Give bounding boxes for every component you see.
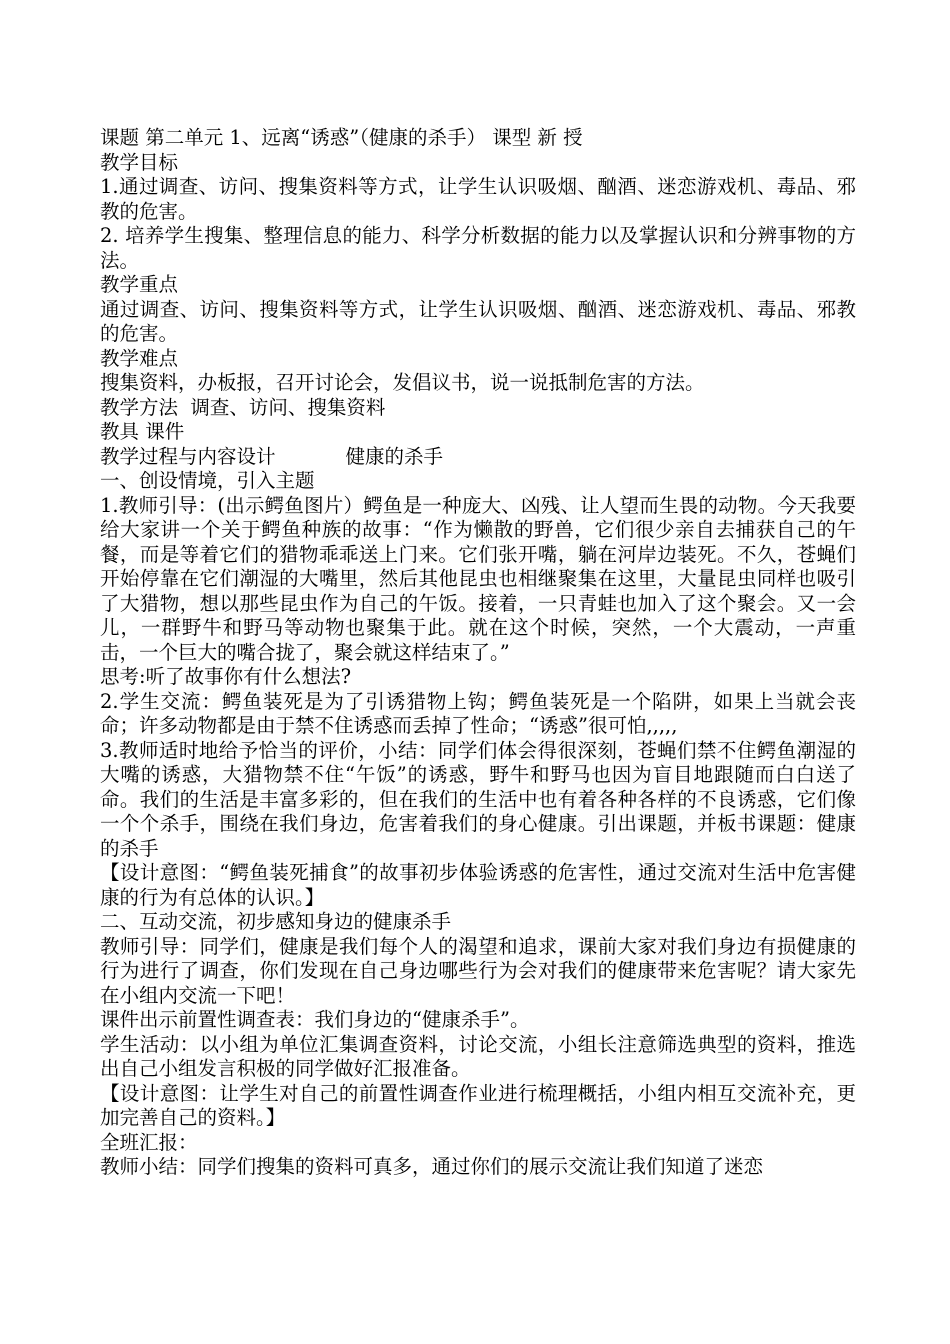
document-page — [100, 126, 856, 1180]
section-2-report: 全班汇报： — [100, 1130, 198, 1154]
method-line: 教学方法 调查、访问、搜集资料 — [100, 395, 386, 419]
process-label: 教学过程与内容设计 — [100, 444, 276, 468]
section-2-design-intent: 【设计意图：让学生对自己的前置性调查作业进行梳理概括，小组内相互交流补充，更加完善自己的资料。】 — [100, 1081, 856, 1129]
section-1-paragraph-1: 1.教师引导：(出示鳄鱼图片）鳄鱼是一种庞大、凶残、让人望而生畏的动物。今天我要给大家讲一个关于鳄鱼种族的故事：“作为懒散的野兽，它们很少亲自去捕获自己的午餐，而是等着它们的猎物乖乖送上门来。它们张开嘴，躺在河岸边装死。不久，苍蝇们开始停靠在它们潮湿的大嘴里，然后其他昆虫也相继聚集在这里，大量昆虫同样也吸引了大猎物，想以那些昆虫作为自己的午饭。接着，一只青蛙也加入了这个聚会。又一会儿，一群野牛和野马等动物也聚集于此。就在这个时候，突然，一个大震动，一声重击，一个巨大的嘴合拢了，聚会就这样结束了。” — [100, 493, 856, 664]
section-2-paragraph-3: 学生活动：以小组为单位汇集调查资料，讨论交流，小组长注意筛选典型的资料，推选出自己小组发言积极的同学做好汇报准备。 — [100, 1032, 856, 1080]
section-1-design-intent: 【设计意图：“鳄鱼装死捕食”的故事初步体验诱惑的危害性，通过交流对生活中危害健康的行为有总体的认识。】 — [100, 861, 856, 909]
section-2-paragraph-2: 课件出示前置性调查表：我们身边的“健康杀手”。 — [100, 1008, 530, 1031]
section-2-title: 二、互动交流，初步感知身边的健康杀手 — [100, 910, 452, 933]
section-1-title: 一、创设情境，引入主题 — [100, 469, 315, 492]
section-2-paragraph-1: 教师引导：同学们，健康是我们每个人的渴望和追求，课前大家对我们身边有损健康的行为进行了调查，你们发现在自己身边哪些行为会对我们的健康带来危害呢？请大家先在小组内交流一下吧！ — [100, 934, 856, 1007]
section-1-paragraph-3: 3.教师适时地给予恰当的评价，小结：同学们体会得很深刻，苍蝇们禁不住鳄鱼潮湿的大嘴的诱惑，大猎物禁不住“午饭”的诱惑，野牛和野马也因为盲目地跟随而白白送了命。我们的生活是丰富多彩的，但在我们的生活中也有着各种各样的不良诱惑，它们像一个个杀手，围绕在我们身边，危害着我们的身心健康。引出课题，并板书课题：健康的杀手 — [100, 738, 856, 860]
section-2-summary: 教师小结：同学们搜集的资料可真多，通过你们的展示交流让我们知道了迷恋 — [100, 1155, 764, 1178]
lesson-header-line: 课题 第二单元 1、远离“诱惑”（健康的杀手） 课型 新 授 — [100, 126, 583, 149]
difficulty-text: 搜集资料，办板报，召开讨论会，发倡议书，说一说抵制危害的方法。 — [100, 371, 705, 394]
goals-heading: 教学目标 — [100, 150, 179, 174]
section-1-paragraph-2: 2.学生交流：鳄鱼装死是为了引诱猎物上钩；鳄鱼装死是一个陷阱，如果上当就会丧命；许多动物都是由于禁不住诱惑而丢掉了性命；“诱惑”很可怕,,,,, — [100, 689, 856, 737]
section-1-think: 思考:听了故事你有什么想法? — [100, 665, 352, 688]
tools-line: 教具 课件 — [100, 420, 185, 443]
difficulty-heading: 教学难点 — [100, 346, 179, 370]
goal-item-1: 1.通过调查、访问、搜集资料等方式，让学生认识吸烟、酗酒、迷恋游戏机、毒品、邪教的危害。 — [100, 175, 856, 223]
goal-item-2: 2. 培养学生搜集、整理信息的能力、科学分析数据的能力以及掌握认识和分辨事物的方法。 — [100, 224, 856, 272]
process-line — [100, 445, 856, 470]
process-topic: 健康的杀手 — [345, 444, 444, 468]
key-points-text: 通过调查、访问、搜集资料等方式，让学生认识吸烟、酗酒、迷恋游戏机、毒品、邪教的危害。 — [100, 297, 856, 345]
key-points-heading: 教学重点 — [100, 273, 179, 296]
